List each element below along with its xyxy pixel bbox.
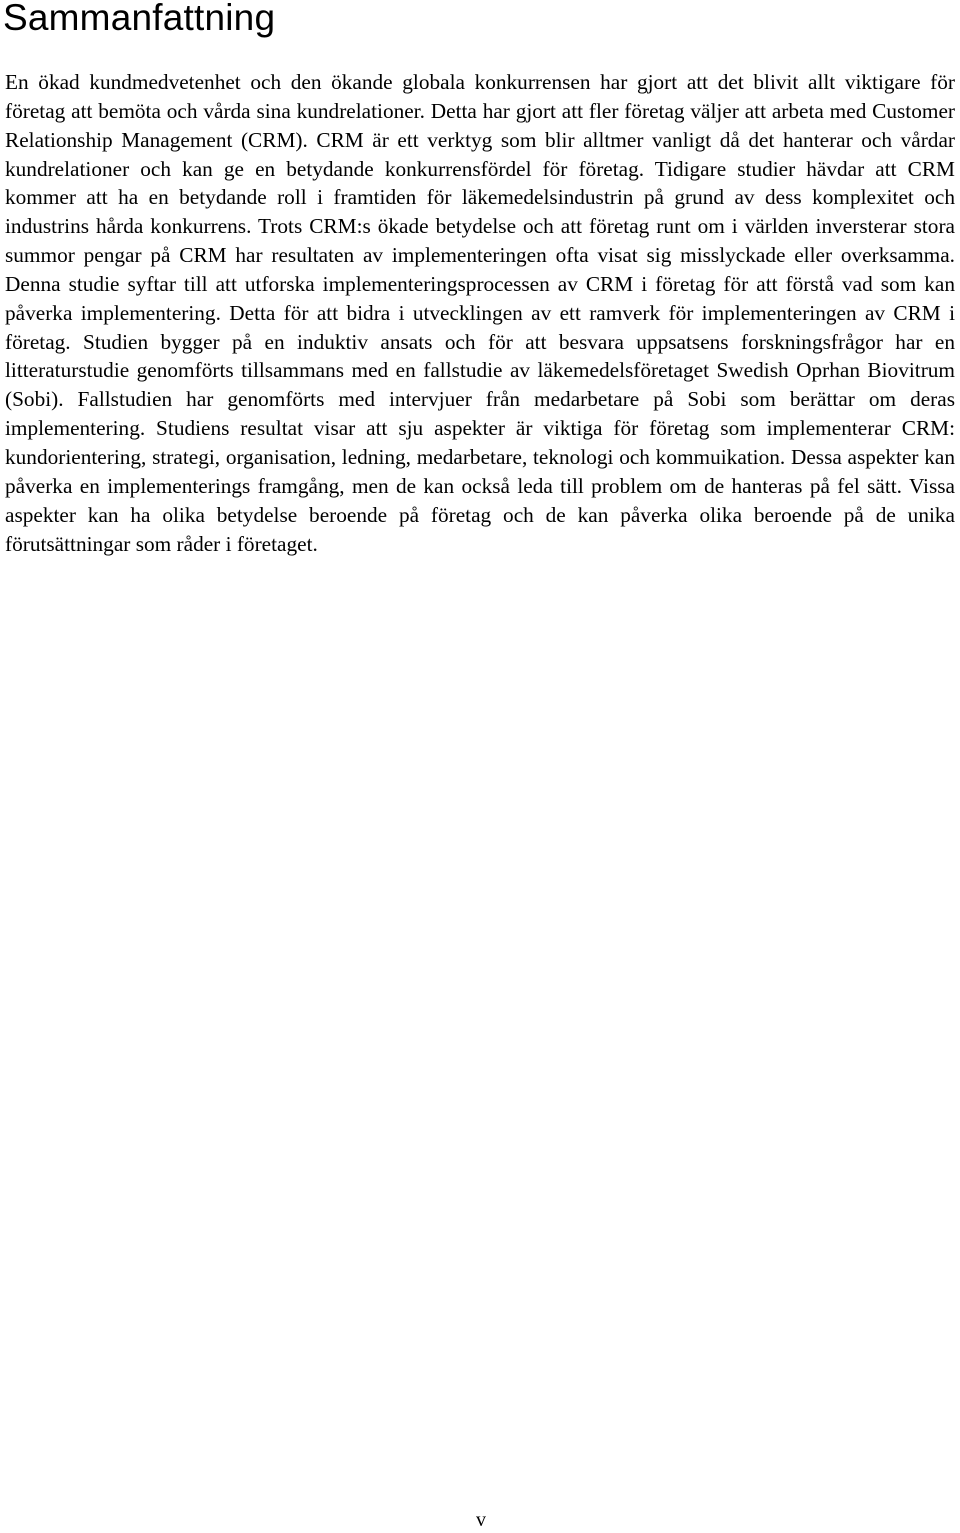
page-number: v xyxy=(476,1509,486,1531)
page-title: Sammanfattning xyxy=(3,0,276,38)
abstract-paragraph: En ökad kundmedvetenhet och den ökande globala konkurrensen har gjort att det blivit allt viktigare för företag att bemöta och vårda sina kundrelationer. Detta har gjort att fler företag väljer att arbeta med Customer Relationship Management (CRM). CRM är ett verktyg som blir alltmer vanligt då det hanterar och vårdar kundrelationer och kan ge en betydande konkurrensfördel för företag. Tidigare studier hävdar att CRM kommer att ha en betydande roll i framtiden för läkemedelsindustrin på grund av dess komplexitet och industrins hårda konkurrens. Trots CRM:s ökade betydelse och att företag runt om i världen inversterar stora summor pengar på CRM har resultaten av implementeringen ofta visat sig misslyckade eller overksamma. Denna studie syftar till att utforska implementeringsprocessen av CRM i företag för att förstå vad som kan påverka implementering. Detta för att bidra i utvecklingen av ett ramverk för implementeringen av CRM i företag. Studien bygger på en induktiv ansats och för att besvara uppsatsens forskningsfrågor har en litteraturstudie genomförts tillsammans med en fallstudie av läkemedelsföretaget Swedish Oprhan Biovitrum (Sobi). Fallstudien har genomförts med intervjuer från medarbetare på Sobi som berättar om deras implementering. Studiens resultat visar att sju aspekter är viktiga för företag som implementerar CRM: kundorientering, strategi, organisation, ledning, medarbetare, teknologi och kommuikation. Dessa aspekter kan påverka en implementerings framgång, men de kan också leda till problem om de hanteras på fel sätt. Vissa aspekter kan ha olika betydelse beroende på företag och de kan påverka olika beroende på de unika förutsättningar som råder i företaget. xyxy=(5,70,955,556)
